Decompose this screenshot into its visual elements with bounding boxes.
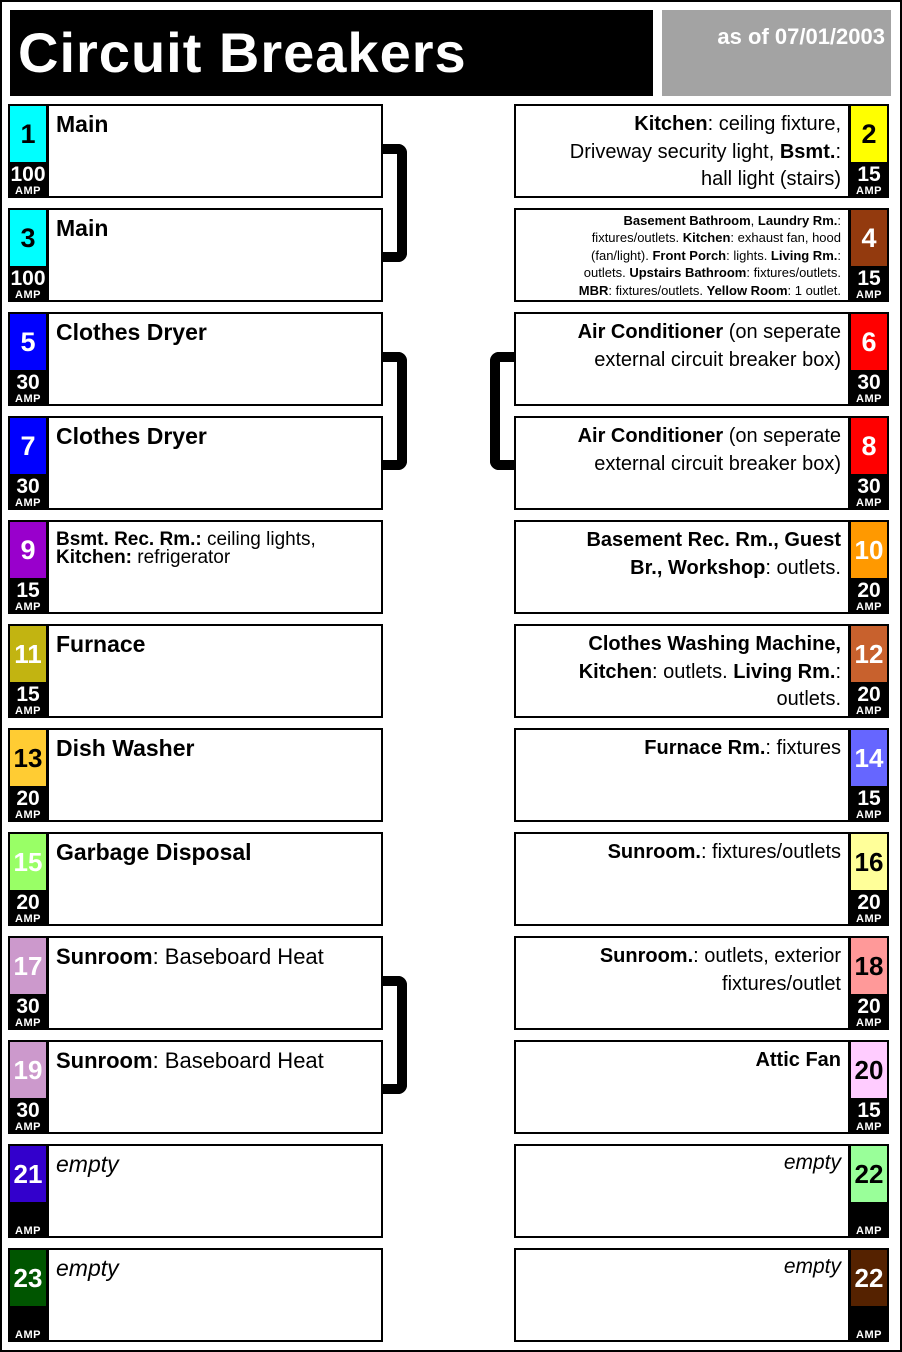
breaker-number: 18 — [849, 936, 889, 996]
breaker-description: Garbage Disposal — [56, 839, 252, 865]
breaker-amperage — [849, 1204, 889, 1238]
breaker-number: 22 — [849, 1144, 889, 1204]
breaker-description: Sunroom.: outlets, exterior fixtures/outlet — [599, 945, 841, 995]
breaker-description: empty — [783, 1151, 841, 1174]
breaker-description: Sunroom.: fixtures/outlets — [607, 841, 841, 863]
breaker-number: 3 — [8, 208, 48, 268]
breaker-amperage — [849, 580, 889, 614]
breaker-slot-19 — [8, 1040, 383, 1134]
breaker-description-box — [47, 1040, 383, 1134]
amperage-unit: AMP — [15, 809, 41, 821]
breaker-amperage — [849, 372, 889, 406]
breaker-number: 19 — [8, 1040, 48, 1100]
page-title-text: Circuit Breakers — [18, 21, 467, 84]
amperage-value: 30 — [16, 371, 40, 394]
breaker-description-box — [47, 624, 383, 718]
breaker-number: 12 — [849, 624, 889, 684]
amperage-value: 15 — [857, 1099, 881, 1122]
breaker-description: Furnace Rm.: fixtures — [644, 737, 841, 759]
breaker-description-box — [514, 208, 850, 302]
breaker-description-box — [47, 1248, 383, 1342]
breaker-number: 20 — [849, 1040, 889, 1100]
breaker-slot-15 — [8, 832, 383, 926]
tie-bracket-3 — [490, 352, 514, 470]
breaker-slot-18 — [514, 936, 889, 1030]
as-of-date-text: as of 07/01/2003 — [717, 24, 885, 49]
breaker-slot-9 — [8, 520, 383, 614]
breaker-description: empty — [56, 1151, 119, 1177]
breaker-description: Furnace — [56, 631, 146, 657]
breaker-slot-1 — [8, 104, 383, 198]
amperage-unit: AMP — [856, 809, 882, 821]
breaker-amperage — [8, 164, 48, 198]
breaker-amperage — [8, 788, 48, 822]
amperage-unit: AMP — [856, 1017, 882, 1029]
amperage-value: 15 — [16, 683, 40, 706]
breaker-description: Clothes Dryer — [56, 423, 207, 449]
breaker-amperage — [8, 1308, 48, 1342]
breaker-number: 7 — [8, 416, 48, 476]
breaker-slot-14 — [514, 728, 889, 822]
breaker-number: 22 — [849, 1248, 889, 1308]
breaker-slot-8 — [514, 416, 889, 510]
breaker-description-box — [514, 104, 850, 198]
breaker-number: 9 — [8, 520, 48, 580]
breaker-description-box — [47, 416, 383, 510]
amperage-unit: AMP — [15, 705, 41, 717]
page-title — [10, 10, 653, 96]
breaker-number: 4 — [849, 208, 889, 268]
amperage-value: 20 — [16, 891, 40, 914]
amperage-value: 20 — [857, 683, 881, 706]
breaker-number: 13 — [8, 728, 48, 788]
amperage-value — [849, 1205, 889, 1225]
breaker-description-box — [514, 1040, 850, 1134]
breaker-description: empty — [783, 1255, 841, 1278]
amperage-value — [8, 1205, 48, 1225]
amperage-unit: AMP — [856, 1329, 882, 1341]
breaker-slot-22 — [514, 1144, 889, 1238]
breaker-slot-4 — [514, 208, 889, 302]
breaker-number: 23 — [8, 1248, 48, 1308]
breaker-description: Dish Washer — [56, 735, 195, 761]
breaker-amperage — [8, 268, 48, 302]
breaker-amperage — [849, 684, 889, 718]
breaker-slot-20 — [514, 1040, 889, 1134]
amperage-value — [849, 1309, 889, 1329]
breaker-description-box — [47, 312, 383, 406]
breaker-number: 6 — [849, 312, 889, 372]
breaker-slot-13 — [8, 728, 383, 822]
breaker-description-box — [514, 416, 850, 510]
breaker-number: 11 — [8, 624, 48, 684]
amperage-value: 15 — [857, 163, 881, 186]
amperage-value: 20 — [857, 579, 881, 602]
breaker-amperage — [8, 372, 48, 406]
breaker-description: Main — [56, 215, 109, 241]
breaker-description-box — [47, 520, 383, 614]
breaker-number: 21 — [8, 1144, 48, 1204]
breaker-slot-21 — [8, 1144, 383, 1238]
breaker-description: Attic Fan — [755, 1049, 841, 1071]
amperage-unit: AMP — [15, 289, 41, 301]
breaker-slot-16 — [514, 832, 889, 926]
breaker-number: 15 — [8, 832, 48, 892]
breaker-slot-17 — [8, 936, 383, 1030]
amperage-unit: AMP — [15, 1329, 41, 1341]
breaker-amperage — [8, 476, 48, 510]
breaker-slot-24 — [514, 1248, 889, 1342]
breaker-description: Basement Bathroom, Laundry Rm.: fixtures/outlets. Kitchen: exhaust fan, hood (fan/light). Front Porch: lights. Living Rm.: outlets. Upstairs Bathroom: fixtures/outlets. MBR: fixtures/outlets. Yellow Room: 1 outlet. — [578, 213, 841, 298]
amperage-unit: AMP — [856, 185, 882, 197]
breaker-description-box — [514, 1144, 850, 1238]
breaker-slot-2 — [514, 104, 889, 198]
amperage-unit: AMP — [15, 1225, 41, 1237]
tie-bracket-2 — [383, 352, 407, 470]
breaker-number: 8 — [849, 416, 889, 476]
amperage-unit: AMP — [15, 1121, 41, 1133]
breaker-description-box — [514, 312, 850, 406]
breaker-amperage — [849, 788, 889, 822]
breaker-description: Basement Rec. Rm., Guest Br., Workshop: outlets. — [586, 529, 841, 579]
breaker-description: empty — [56, 1255, 119, 1281]
breaker-description-box — [514, 624, 850, 718]
amperage-unit: AMP — [856, 497, 882, 509]
amperage-unit: AMP — [856, 913, 882, 925]
breaker-slot-12 — [514, 624, 889, 718]
breaker-description: Bsmt. Rec. Rm.: ceiling lights, Kitchen: refrigerator — [56, 529, 316, 568]
breaker-slot-10 — [514, 520, 889, 614]
amperage-value: 30 — [857, 371, 881, 394]
breaker-amperage — [8, 996, 48, 1030]
tie-bracket-1 — [383, 144, 407, 262]
breaker-number: 2 — [849, 104, 889, 164]
breaker-description-box — [47, 832, 383, 926]
amperage-unit: AMP — [15, 601, 41, 613]
breaker-number: 10 — [849, 520, 889, 580]
amperage-value — [8, 1309, 48, 1329]
breaker-slot-3 — [8, 208, 383, 302]
breaker-description-box — [514, 520, 850, 614]
amperage-value: 20 — [16, 787, 40, 810]
breaker-amperage — [849, 1308, 889, 1342]
amperage-unit: AMP — [856, 601, 882, 613]
breaker-amperage — [849, 268, 889, 302]
breaker-number: 17 — [8, 936, 48, 996]
breaker-description: Air Conditioner (on seperate external circuit breaker box) — [577, 321, 841, 371]
amperage-unit: AMP — [15, 913, 41, 925]
as-of-date — [662, 10, 891, 96]
amperage-unit: AMP — [15, 497, 41, 509]
amperage-value: 20 — [857, 891, 881, 914]
breaker-description: Main — [56, 111, 109, 137]
breaker-description: Clothes Dryer — [56, 319, 207, 345]
breaker-description-box — [47, 728, 383, 822]
amperage-value: 15 — [857, 267, 881, 290]
breaker-description: Sunroom: Baseboard Heat — [56, 944, 324, 969]
breaker-slot-23 — [8, 1248, 383, 1342]
breaker-slot-5 — [8, 312, 383, 406]
breaker-description-box — [47, 1144, 383, 1238]
breaker-amperage — [849, 996, 889, 1030]
breaker-description-box — [47, 208, 383, 302]
breaker-amperage — [8, 1100, 48, 1134]
amperage-unit: AMP — [856, 1225, 882, 1237]
breaker-amperage — [8, 684, 48, 718]
amperage-unit: AMP — [856, 393, 882, 405]
breaker-amperage — [8, 892, 48, 926]
amperage-unit: AMP — [856, 289, 882, 301]
breaker-amperage — [849, 892, 889, 926]
breaker-description-box — [514, 832, 850, 926]
amperage-unit: AMP — [15, 185, 41, 197]
breaker-slot-6 — [514, 312, 889, 406]
breaker-description: Air Conditioner (on seperate external circuit breaker box) — [577, 425, 841, 475]
amperage-value: 30 — [857, 475, 881, 498]
breaker-description-box — [514, 1248, 850, 1342]
breaker-description-box — [514, 936, 850, 1030]
amperage-value: 30 — [16, 995, 40, 1018]
amperage-unit: AMP — [856, 705, 882, 717]
amperage-unit: AMP — [856, 1121, 882, 1133]
breaker-slot-7 — [8, 416, 383, 510]
amperage-value: 15 — [16, 579, 40, 602]
breaker-number: 5 — [8, 312, 48, 372]
breaker-number: 1 — [8, 104, 48, 164]
breaker-description: Sunroom: Baseboard Heat — [56, 1048, 324, 1073]
breaker-slot-11 — [8, 624, 383, 718]
breaker-amperage — [849, 476, 889, 510]
amperage-value: 30 — [16, 475, 40, 498]
amperage-unit: AMP — [15, 393, 41, 405]
breaker-description-box — [514, 728, 850, 822]
amperage-value: 100 — [10, 267, 46, 290]
breaker-number: 16 — [849, 832, 889, 892]
breaker-description: Clothes Washing Machine, Kitchen: outlets. Living Rm.: outlets. — [578, 633, 841, 710]
amperage-value: 15 — [857, 787, 881, 810]
breaker-description-box — [47, 936, 383, 1030]
amperage-value: 20 — [857, 995, 881, 1018]
amperage-value: 100 — [10, 163, 46, 186]
breaker-description-box — [47, 104, 383, 198]
breaker-amperage — [849, 1100, 889, 1134]
breaker-number: 14 — [849, 728, 889, 788]
breaker-amperage — [8, 1204, 48, 1238]
amperage-value: 30 — [16, 1099, 40, 1122]
breaker-amperage — [849, 164, 889, 198]
tie-bracket-4 — [383, 976, 407, 1094]
breaker-amperage — [8, 580, 48, 614]
amperage-unit: AMP — [15, 1017, 41, 1029]
breaker-description: Kitchen: ceiling fixture, Driveway security light, Bsmt.: hall light (stairs) — [569, 113, 841, 190]
